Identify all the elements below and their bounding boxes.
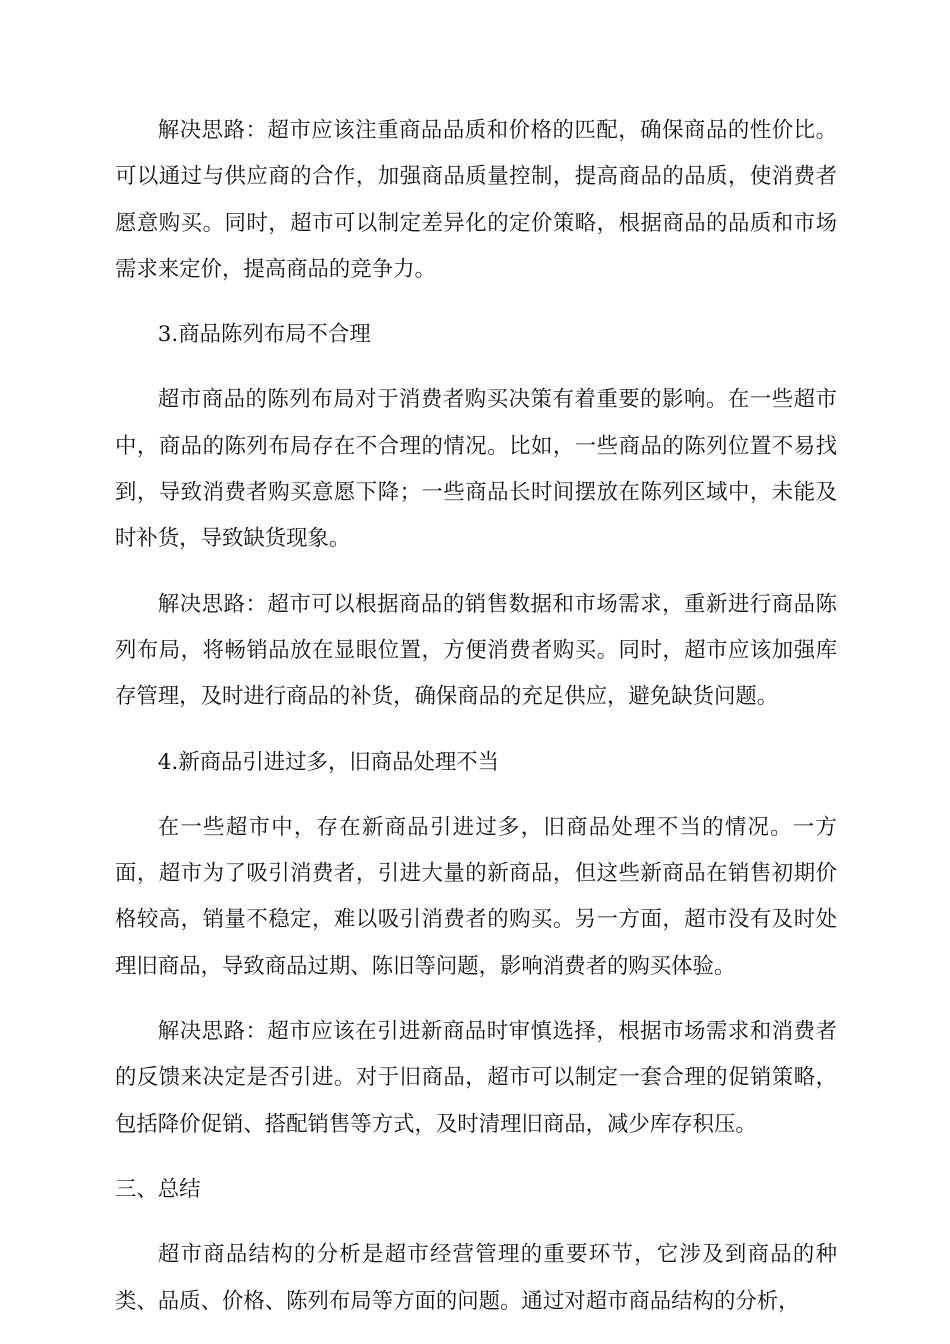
paragraph-display-layout-problem: 超市商品的陈列布局对于消费者购买决策有着重要的影响。在一些超市中，商品的陈列布局存在不合理的情况。比如，一些商品的陈列位置不易找到，导致消费者购买意愿下降；一些商品长时间摆放在陈列区域中，未能及时补货，导致缺货现象。	[115, 387, 837, 552]
paragraph-solution-new-products: 解决思路：超市应该在引进新商品时审慎选择，根据市场需求和消费者的反馈来决定是否引进。对于旧商品，超市可以制定一套合理的促销策略，包括降价促销、搭配销售等方式，及时清理旧商品，减少库存积压。	[115, 1019, 837, 1137]
paragraph-solution-pricing: 解决思路：超市应该注重商品品质和价格的匹配，确保商品的性价比。可以通过与供应商的合作，加强商品质量控制，提高商品的品质，使消费者愿意购买。同时，超市可以制定差异化的定价策略，根据商品的品质和市场需求来定价，提高商品的竞争力。	[115, 118, 837, 282]
section-heading-summary: 三、总结	[115, 1176, 201, 1202]
document-body	[115, 108, 837, 1344]
section-heading-new-products: 4.新商品引进过多，旧商品处理不当	[157, 749, 500, 775]
section-heading-display-layout: 3.商品陈列布局不合理	[157, 322, 371, 348]
paragraph-new-products-problem: 在一些超市中，存在新商品引进过多，旧商品处理不当的情况。一方面，超市为了吸引消费者，引进大量的新商品，但这些新商品在销售初期价格较高，销量不稳定，难以吸引消费者的购买。另一方面，超市没有及时处理旧商品，导致商品过期、陈旧等问题，影响消费者的购买体验。	[115, 814, 837, 979]
paragraph-summary: 超市商品结构的分析是超市经营管理的重要环节，它涉及到商品的种类、品质、价格、陈列布局等方面的问题。通过对超市商品结构的分析，	[115, 1242, 837, 1314]
paragraph-solution-display-layout: 解决思路：超市可以根据商品的销售数据和市场需求，重新进行商品陈列布局，将畅销品放在显眼位置，方便消费者购买。同时，超市应该加强库存管理，及时进行商品的补货，确保商品的充足供应，避免缺货问题。	[115, 591, 837, 710]
